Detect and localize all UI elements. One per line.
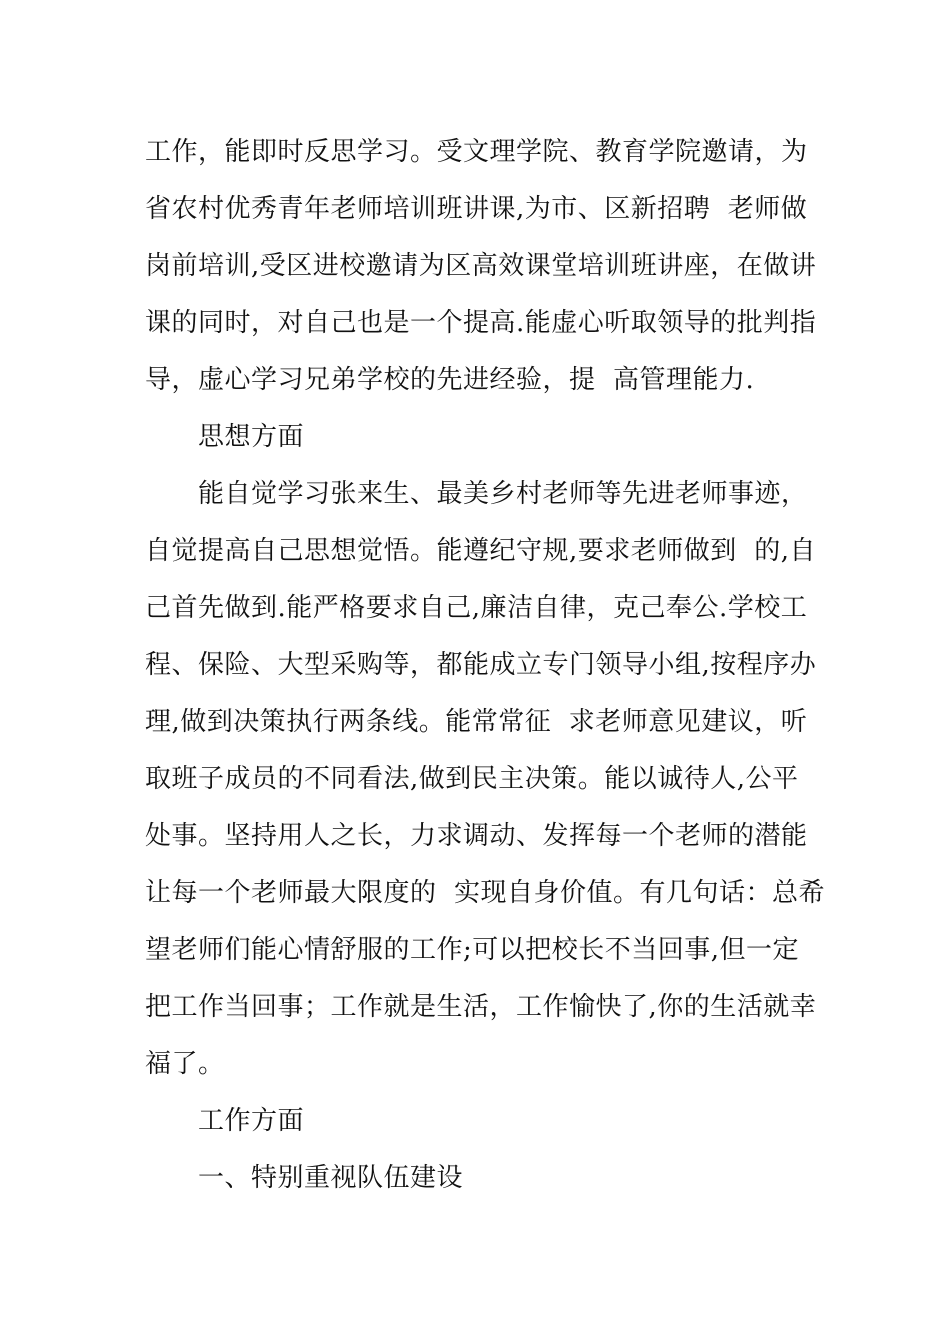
subsection-heading: 一、特别重视队伍建设 (198, 1163, 464, 1193)
paragraph-line: 省农村优秀青年老师培训班讲课,为市、区新招聘 老师做 (145, 194, 808, 224)
paragraph-line: 处事。坚持用人之长，力求调动、发挥每一个老师的潜能 (145, 821, 808, 851)
paragraph-line: 望老师们能心情舒服的工作;可以把校长不当回事,但一定 (145, 935, 800, 965)
paragraph-line: 理,做到决策执行两条线。能常常征 求老师意见建议，听 (145, 707, 808, 737)
paragraph-line: 工作，能即时反思学习。受文理学院、教育学院邀请，为 (145, 137, 808, 167)
section-heading: 工作方面 (198, 1106, 305, 1136)
paragraph-line: 己首先做到.能严格要求自己,廉洁自律，克己奉公.学校工 (145, 593, 808, 623)
paragraph-line: 把工作当回事；工作就是生活，工作愉快了,你的生活就幸 (145, 992, 817, 1022)
paragraph-line: 自觉提高自己思想觉悟。能遵纪守规,要求老师做到 的,自 (145, 536, 817, 566)
paragraph-line: 取班子成员的不同看法,做到民主决策。能以诚待人,公平 (145, 764, 799, 794)
paragraph-line: 能自觉学习张来生、最美乡村老师等先进老师事迹， (198, 479, 808, 509)
paragraph-line: 程、保险、大型采购等，都能成立专门领导小组,按程序办 (145, 650, 817, 680)
paragraph-line: 让每一个老师最大限度的 实现自身价值。有几句话：总希 (145, 878, 826, 908)
paragraph-line: 福了。 (145, 1049, 225, 1079)
section-heading: 思想方面 (198, 422, 305, 452)
paragraph-line: 岗前培训,受区进校邀请为区高效课堂培训班讲座，在做讲 (145, 251, 817, 281)
paragraph-line: 课的同时，对自己也是一个提高.能虚心听取领导的批判指 (145, 308, 817, 338)
paragraph-line: 导，虚心学习兄弟学校的先进经验，提 高管理能力. (145, 365, 755, 395)
